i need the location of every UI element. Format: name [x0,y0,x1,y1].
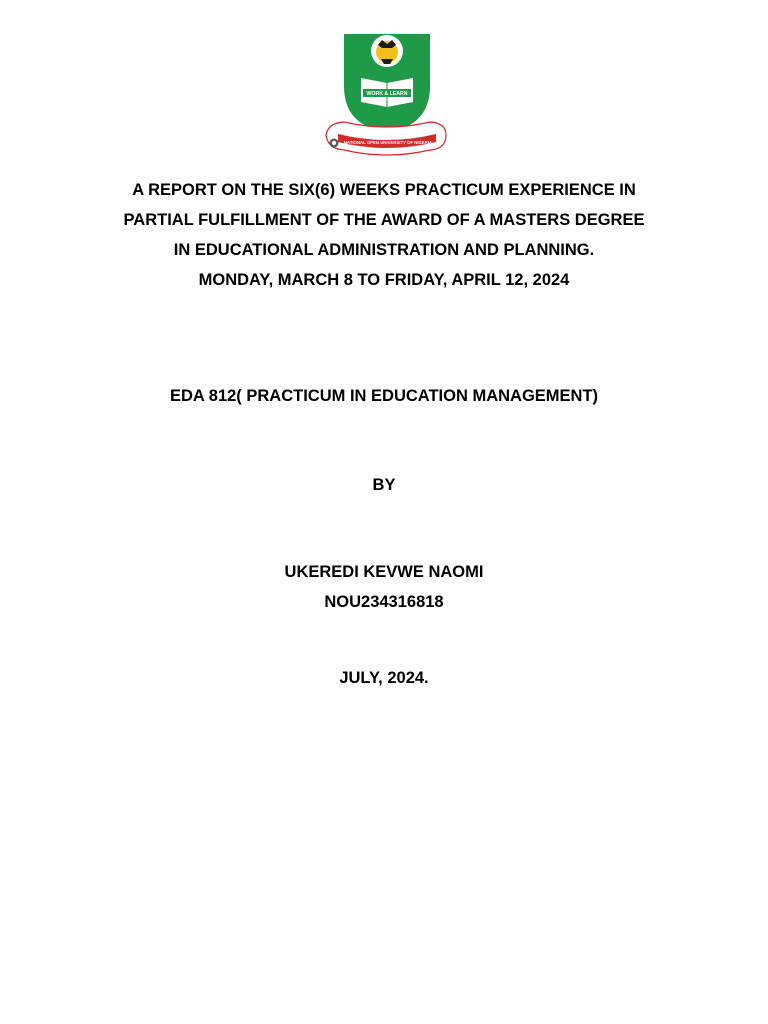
author-name: UKEREDI KEVWE NAOMI [284,563,484,581]
submission-date: JULY, 2024. [339,669,429,687]
logo-ribbon-text: NATIONAL OPEN UNIVERSITY OF NIGERIA [343,140,433,145]
by-label-block [0,470,768,500]
logo-motto: WORK & LEARN [366,91,408,97]
author-matric-number: NOU234316818 [324,593,444,611]
course-code-title: EDA 812( PRACTICUM IN EDUCATION MANAGEMENT) [169,387,599,405]
submission-date-block [0,663,768,693]
university-logo [320,28,450,158]
course-title [0,381,768,411]
practicum-dates: MONDAY, MARCH 8 TO FRIDAY, APRIL 12, 2024 [198,271,570,289]
report-title [0,175,768,295]
title-line: PARTIAL FULFILLMENT OF THE AWARD OF A MASTERS DEGREE [123,211,645,229]
by-label: BY [372,476,396,494]
author-info [0,557,768,617]
registered-mark-inner [332,141,336,145]
title-line: A REPORT ON THE SIX(6) WEEKS PRACTICUM EXPERIENCE IN [132,181,636,199]
title-line: IN EDUCATIONAL ADMINISTRATION AND PLANNING. [173,241,595,259]
